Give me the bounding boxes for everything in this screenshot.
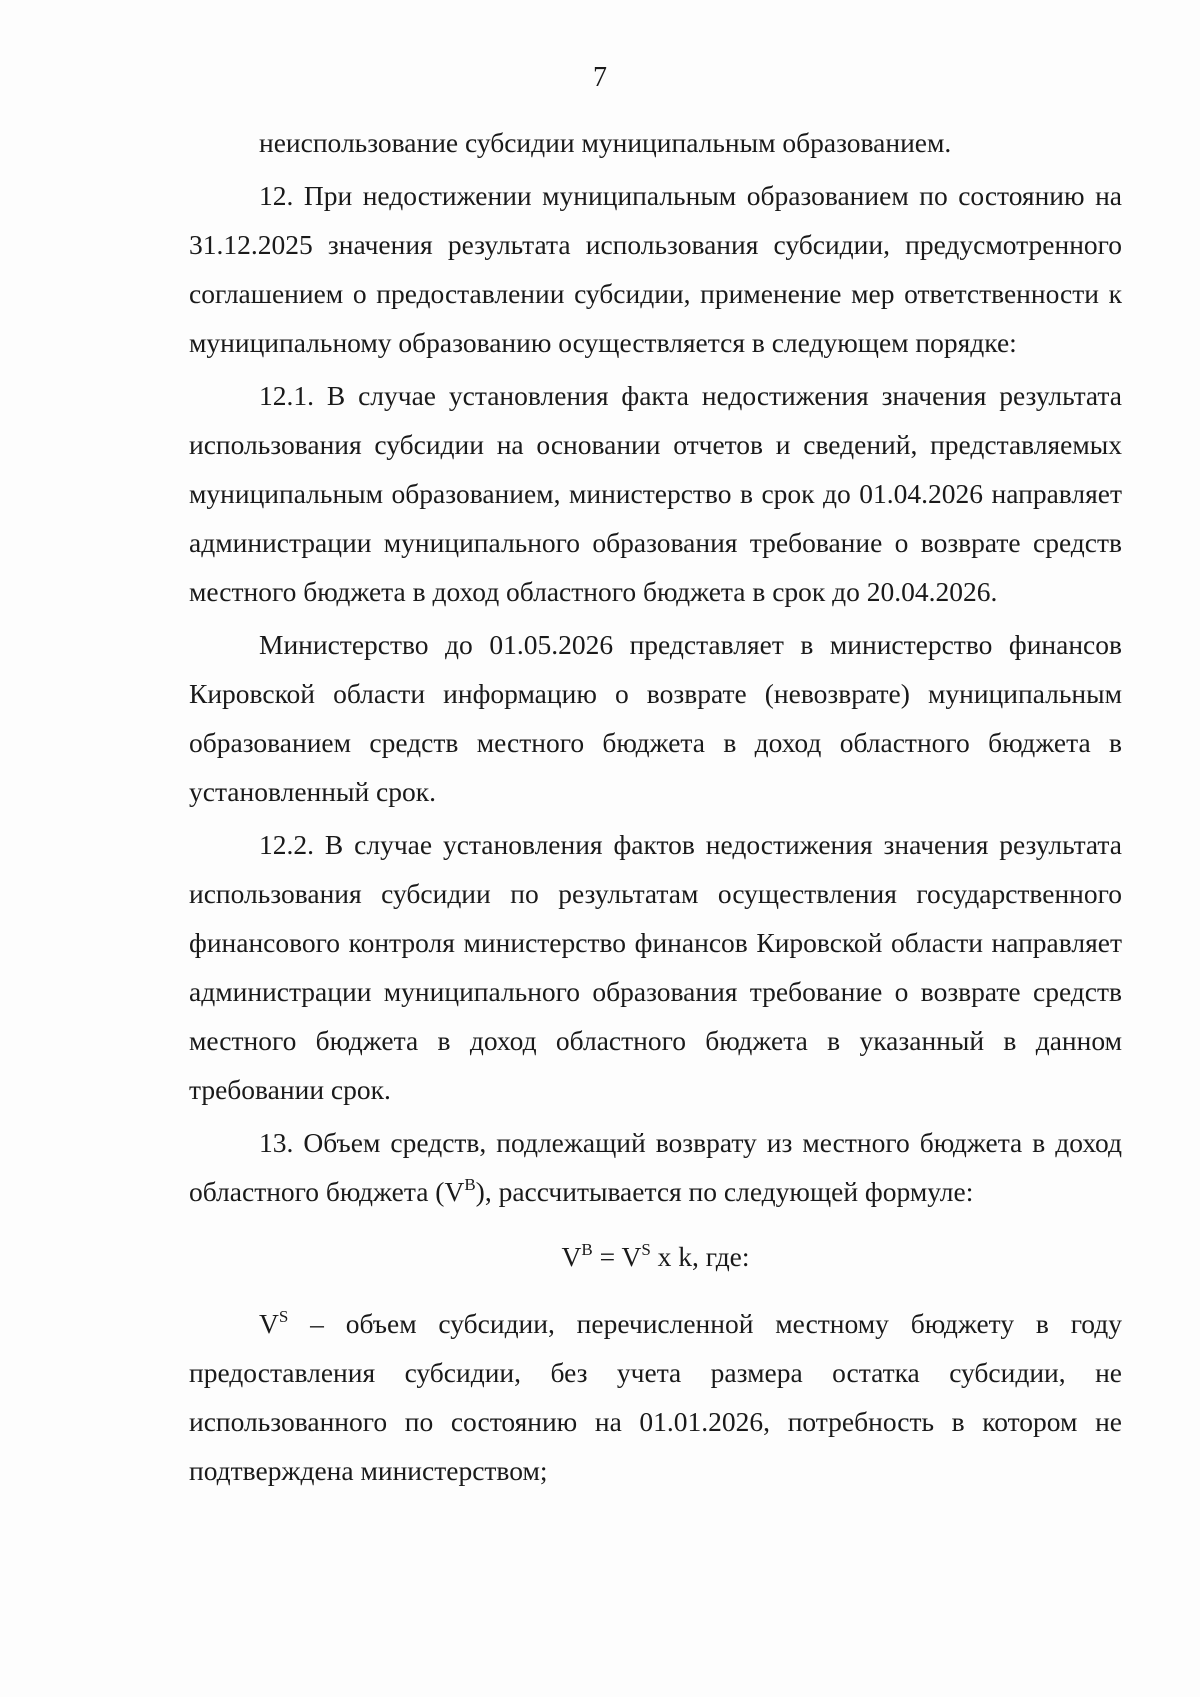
formula-rest: x k, где: [650, 1241, 750, 1272]
page-number: 7 [593, 62, 607, 93]
paragraph-12-1: 12.1. В случае установления факта недостижения значения результата использования субсидии на основании отчетов и сведений, представляемых муниципальным образованием, министерство в срок до 01.04.2026 направляет администрации муниципального образования требование о возврате средств местного бюджета в доход областного бюджета в срок до 20.04.2026. [189, 380, 1122, 607]
paragraph-continuation: неиспользование субсидии муниципальным образованием. [259, 127, 952, 158]
paragraph-13-text-a: 13. Объем средств, подлежащий возврату из местного бюджета в доход областного бюджета (V [189, 1127, 1122, 1207]
formula-lhs-superscript: B [581, 1240, 593, 1259]
paragraph-12-2: 12.2. В случае установления фактов недостижения значения результата использования субсидии по результатам осуществления государственного финансового контроля министерство финансов Кировской области направляет администрации муниципального образования требование о возврате средств местного бюджета в доход областного бюджета в указанный в данном требовании срок. [189, 829, 1122, 1105]
document-body [189, 118, 1122, 1495]
formula [189, 1232, 1122, 1281]
paragraph-ministry-report: Министерство до 01.05.2026 представляет в министерство финансов Кировской области информацию о возврате (невозврате) муниципальным образованием средств местного бюджета в доход областного бюджета в установленный срок. [189, 629, 1122, 807]
paragraph-12: 12. При недостижении муниципальным образованием по состоянию на 31.12.2025 значения результата использования субсидии, предусмотренного соглашением о предоставлении субсидии, применение мер ответственности к муниципальному образованию осуществляется в следующем порядке: [189, 180, 1122, 358]
formula-lhs: V [561, 1241, 582, 1272]
paragraph-13 [189, 1118, 1122, 1216]
formula-eq: = V [592, 1241, 642, 1272]
paragraph-13-text-b: ), рассчитывается по следующей формуле: [475, 1176, 974, 1207]
formula-rhs-superscript: S [641, 1240, 651, 1259]
vs-superscript: S [278, 1307, 289, 1326]
paragraph-13-superscript: B [464, 1175, 476, 1194]
paragraph-vs-definition [189, 1299, 1122, 1495]
vs-definition-text: – объем субсидии, перечисленной местному бюджету в году предоставления субсидии, без учета размера остатка субсидии, не использованного по состоянию на 01.01.2026, потребность в котором не подтверждена министерством; [189, 1308, 1122, 1486]
vs-symbol: V [259, 1308, 279, 1339]
